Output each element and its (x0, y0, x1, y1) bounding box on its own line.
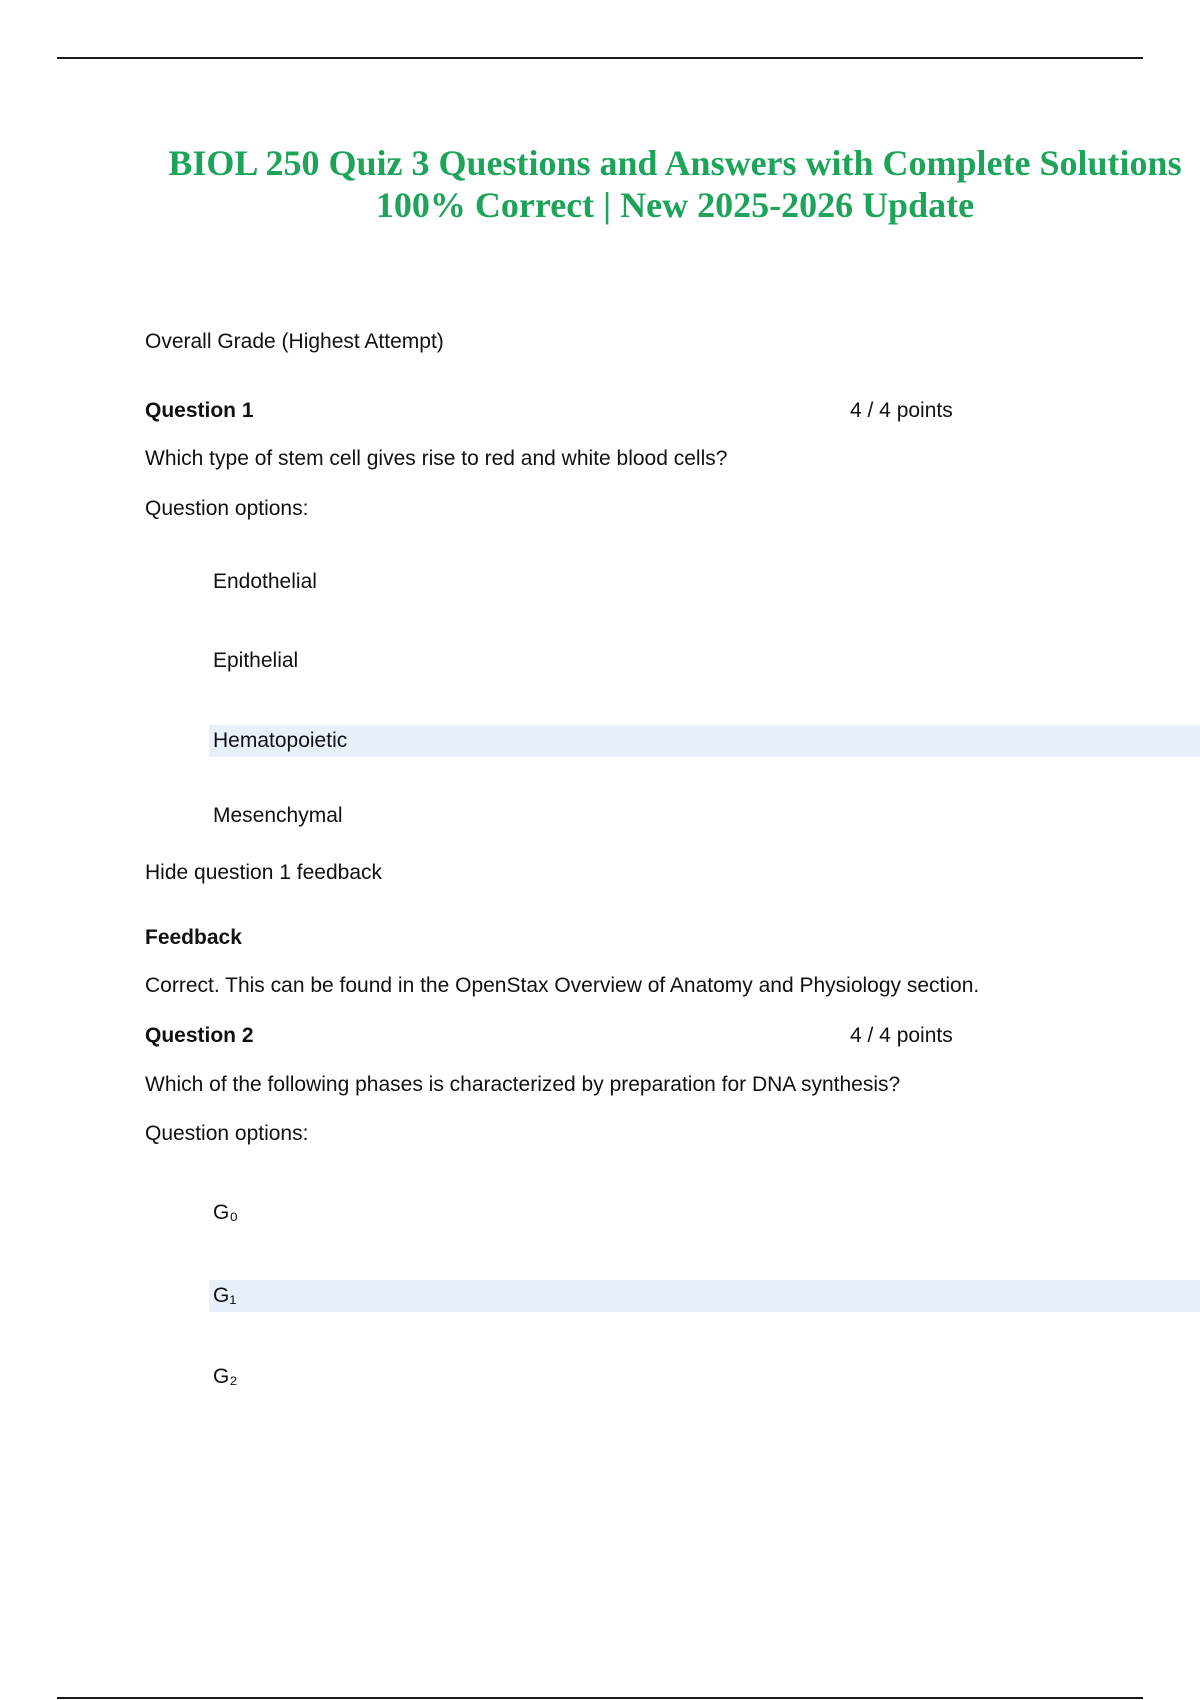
feedback-heading: Feedback (145, 926, 242, 949)
question-1-option-epithelial[interactable]: Epithelial (213, 649, 299, 672)
document-title (150, 142, 1200, 226)
footer-rule (57, 1697, 1143, 1699)
question-1-options-label: Question options: (145, 497, 309, 520)
question-1-heading: Question 1 (145, 399, 254, 422)
question-1-option-endothelial[interactable]: Endothelial (213, 570, 317, 593)
option-label: G₁ (213, 1284, 237, 1307)
question-2-prompt: Which of the following phases is characterized by preparation for DNA synthesis? (145, 1073, 901, 1096)
question-1-option-mesenchymal[interactable]: Mesenchymal (213, 804, 343, 827)
title-line-2: 100% Correct | New 2025-2026 Update (375, 185, 975, 225)
title-line-1: BIOL 250 Quiz 3 Questions and Answers with Complete Solutions (168, 143, 1182, 183)
question-2-heading: Question 2 (145, 1024, 254, 1047)
question-1-option-hematopoietic-selected[interactable] (209, 725, 1200, 757)
overall-grade-label: Overall Grade (Highest Attempt) (145, 330, 444, 353)
question-2-points: 4 / 4 points (850, 1024, 953, 1047)
question-2-option-g1-selected[interactable] (209, 1280, 1200, 1312)
hide-feedback-link[interactable]: Hide question 1 feedback (145, 861, 382, 884)
question-2-option-g2[interactable]: G₂ (213, 1365, 238, 1388)
question-1-prompt: Which type of stem cell gives rise to red and white blood cells? (145, 447, 728, 470)
feedback-text: Correct. This can be found in the OpenStax Overview of Anatomy and Physiology section. (145, 974, 980, 997)
question-2-option-g0[interactable]: G₀ (213, 1201, 239, 1224)
question-2-options-label: Question options: (145, 1122, 309, 1145)
option-label: Hematopoietic (213, 729, 348, 752)
question-1-points: 4 / 4 points (850, 399, 953, 422)
header-rule (57, 57, 1143, 59)
